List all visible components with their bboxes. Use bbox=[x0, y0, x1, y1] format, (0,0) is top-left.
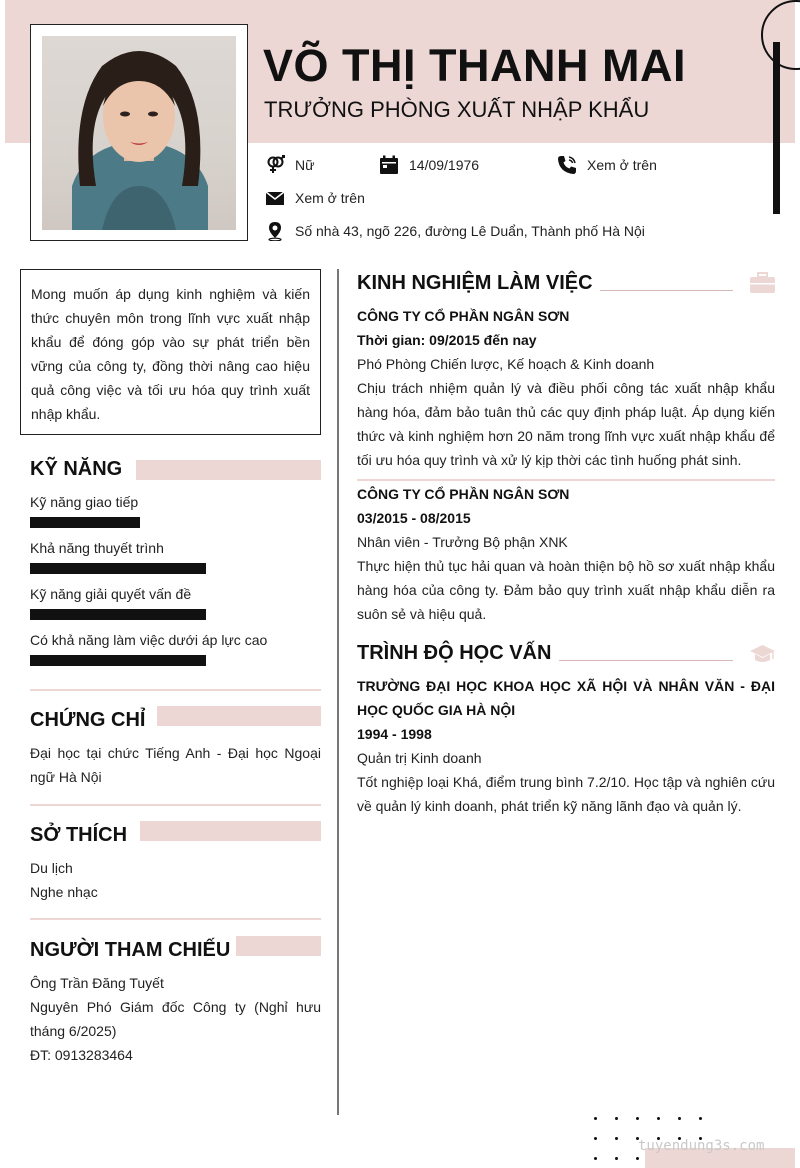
job-description: Chịu trách nhiệm quản lý và điều phối công tác xuất nhập khẩu hàng hóa, đảm bảo tuân thủ các quy định pháp luật. Áp dụng kiến thức và kinh nghiệm hơn 20 năm trong lĩnh vực xuất nhập khẩu để tối ưu hóa quy trình và xử lý kịp thời các tình huống phát sinh. bbox=[357, 380, 775, 468]
hobby-item: Du lịch bbox=[30, 860, 73, 876]
birthday-info bbox=[379, 155, 479, 175]
skill-label: Khả năng thuyết trình bbox=[30, 540, 164, 556]
skills-heading-bar bbox=[136, 460, 321, 480]
job-role: Nhân viên - Trưởng Bộ phận XNK bbox=[357, 534, 568, 550]
skill-label: Kỹ năng giao tiếp bbox=[30, 494, 139, 510]
watermark-text: tuyendung3s.com bbox=[638, 1138, 765, 1154]
job-title: TRƯỞNG PHÒNG XUẤT NHẬP KHẨU bbox=[264, 97, 650, 122]
skill-bar bbox=[30, 563, 206, 574]
graduation-cap-icon bbox=[749, 644, 776, 664]
column-divider bbox=[337, 269, 339, 1115]
email-icon bbox=[265, 188, 285, 208]
hobbies-heading: SỞ THÍCH bbox=[30, 824, 128, 846]
phone-value: Xem ở trên bbox=[587, 157, 657, 173]
decorative-dot bbox=[699, 1117, 702, 1120]
job-role: Phó Phòng Chiến lược, Kế hoạch & Kinh doanh bbox=[357, 356, 655, 372]
decorative-dot bbox=[615, 1157, 618, 1160]
experience-heading: KINH NGHIỆM LÀM VIỆC bbox=[357, 272, 593, 294]
education-description: Tốt nghiệp loại Khá, điểm trung bình 7.2/10. Học tập và nghiên cứu về quản lý kinh doanh, phát triển kỹ năng lãnh đạo và quản lý. bbox=[357, 774, 775, 814]
gender-value: Nữ bbox=[295, 157, 315, 173]
decorative-bar bbox=[773, 42, 780, 214]
location-pin-icon bbox=[265, 221, 285, 241]
skill-bar bbox=[30, 609, 206, 620]
skill-label: Kỹ năng giải quyết vấn đề bbox=[30, 586, 192, 602]
experience-heading-line bbox=[600, 290, 733, 291]
education-heading: TRÌNH ĐỘ HỌC VẤN bbox=[357, 642, 552, 664]
references-heading: NGƯỜI THAM CHIẾU bbox=[30, 939, 231, 961]
skill-label: Có khả năng làm việc dưới áp lực cao bbox=[30, 632, 268, 648]
skill-bar bbox=[30, 517, 206, 528]
references-heading-bar bbox=[236, 936, 321, 956]
decorative-dot bbox=[636, 1157, 639, 1160]
briefcase-icon bbox=[749, 272, 776, 294]
reference-phone: ĐT: 0913283464 bbox=[30, 1047, 133, 1063]
reference-position: Nguyên Phó Giám đốc Công ty (Nghỉ hưu tháng 6/2025) bbox=[30, 999, 321, 1039]
section-divider bbox=[30, 918, 321, 920]
skill-bar-fill bbox=[30, 609, 206, 620]
education-heading-line bbox=[559, 660, 733, 661]
job-period: Thời gian: 09/2015 đến nay bbox=[357, 332, 537, 348]
address-info bbox=[265, 221, 645, 241]
certificate-text: Đại học tại chức Tiếng Anh - Đại học Ngoại ngữ Hà Nội bbox=[30, 745, 321, 785]
certificates-heading-bar bbox=[157, 706, 321, 726]
decorative-dot bbox=[594, 1117, 597, 1120]
job-description: Thực hiện thủ tục hải quan và hoàn thiện bộ hồ sơ xuất nhập khẩu hàng hóa của công ty. Đảm bảo quy trình xuất nhập khẩu diễn ra suôn sẻ và hiệu quả. bbox=[357, 558, 775, 622]
address-value: Số nhà 43, ngõ 226, đường Lê Duẩn, Thành phố Hà Nội bbox=[295, 223, 645, 239]
section-divider bbox=[30, 804, 321, 806]
job-divider bbox=[357, 479, 775, 481]
gender-icon bbox=[265, 155, 285, 175]
hobbies-heading-bar bbox=[140, 821, 321, 841]
gender-info bbox=[265, 155, 314, 175]
hobby-item: Nghe nhạc bbox=[30, 884, 98, 900]
decorative-dot bbox=[615, 1137, 618, 1140]
skill-bar bbox=[30, 655, 206, 666]
section-divider bbox=[30, 689, 321, 691]
decorative-dot bbox=[615, 1117, 618, 1120]
skill-bar-fill bbox=[30, 563, 206, 574]
reference-name: Ông Trần Đăng Tuyết bbox=[30, 975, 164, 991]
phone-icon bbox=[557, 155, 577, 175]
job-period: 03/2015 - 08/2015 bbox=[357, 510, 471, 526]
email-info bbox=[265, 188, 365, 208]
skill-bar-fill bbox=[30, 655, 206, 666]
decorative-dot bbox=[657, 1117, 660, 1120]
calendar-icon bbox=[379, 155, 399, 175]
skill-bar-fill bbox=[30, 517, 140, 528]
education-period: 1994 - 1998 bbox=[357, 726, 432, 742]
candidate-name: VÕ THỊ THANH MAI bbox=[263, 40, 686, 91]
certificates-heading: CHỨNG CHỈ bbox=[30, 709, 146, 731]
school-name: TRƯỜNG ĐẠI HỌC KHOA HỌC XÃ HỘI VÀ NHÂN VĂN - ĐẠI HỌC QUỐC GIA HÀ NỘI bbox=[357, 678, 775, 718]
education-major: Quản trị Kinh doanh bbox=[357, 750, 482, 766]
decorative-dot bbox=[636, 1117, 639, 1120]
skills-heading: KỸ NĂNG bbox=[30, 458, 123, 480]
decorative-dot bbox=[678, 1117, 681, 1120]
profile-photo bbox=[42, 36, 236, 230]
birthday-value: 14/09/1976 bbox=[409, 157, 480, 173]
job-company: CÔNG TY CỔ PHẦN NGÂN SƠN bbox=[357, 308, 570, 324]
job-company: CÔNG TY CỔ PHẦN NGÂN SƠN bbox=[357, 486, 570, 502]
career-objective: Mong muốn áp dụng kinh nghiệm và kiến thức chuyên môn trong lĩnh vực xuất nhập khẩu để đóng góp vào sự phát triển bền vững của công ty, đồng thời nâng cao hiệu quả công việc và tối ưu hóa quy trình xuất nhập khẩu. bbox=[20, 269, 321, 435]
decorative-dot bbox=[594, 1137, 597, 1140]
decorative-dot bbox=[594, 1157, 597, 1160]
phone-info bbox=[557, 155, 657, 175]
email-value: Xem ở trên bbox=[295, 190, 365, 206]
